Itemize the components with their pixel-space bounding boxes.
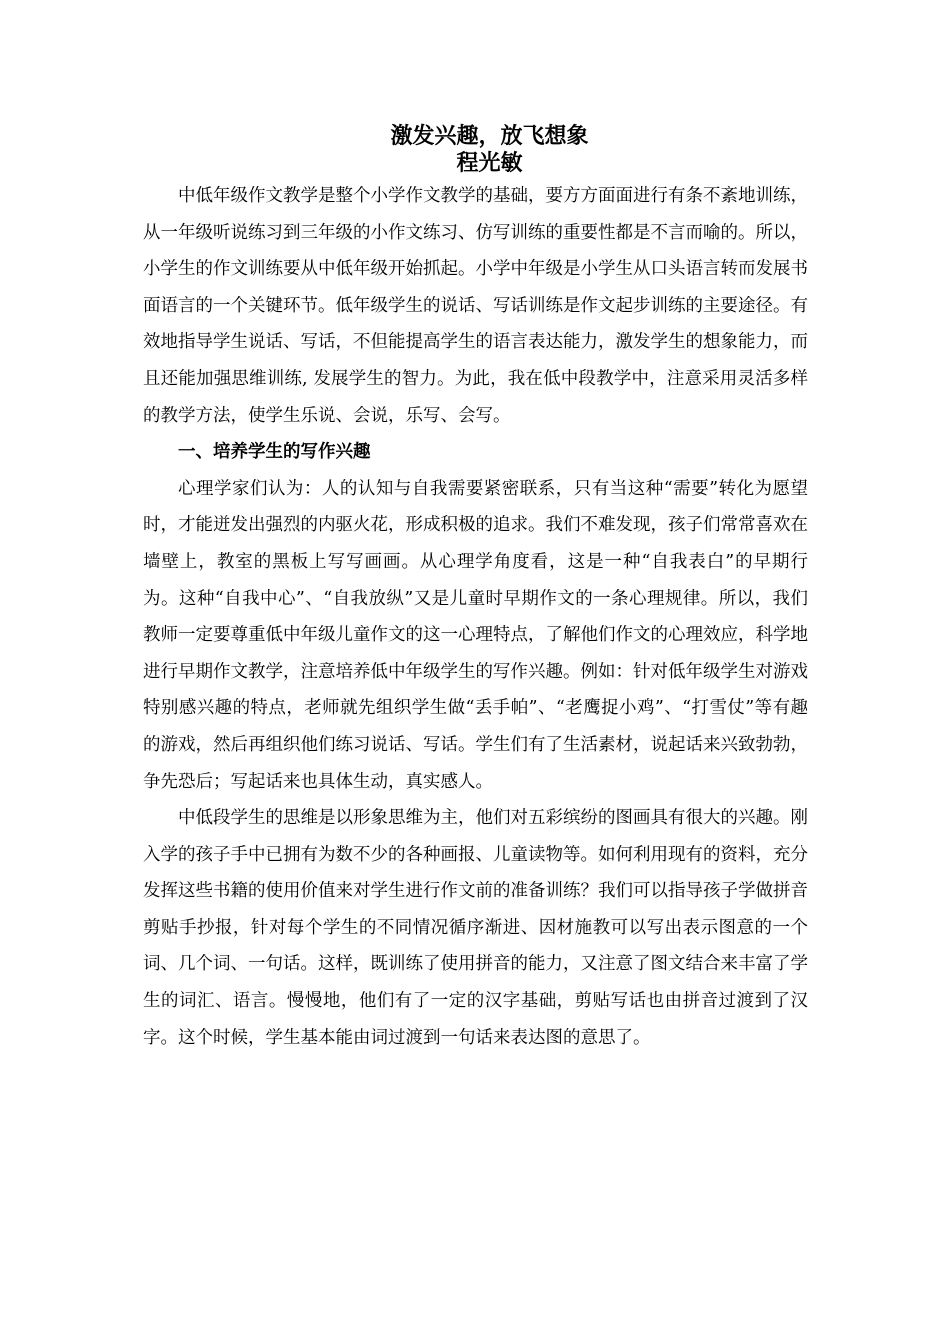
paragraph-imagery: 中低段学生的思维是以形象思维为主，他们对五彩缤纷的图画具有很大的兴趣。刚入学的孩子手中已拥有为数不少的各种画报、儿童读物等。如何利用现有的资料，充分发挥这些书籍的使用价值来对学生进行作文前的准备训练？我们可以指导孩子学做拼音剪贴手抄报，针对每个学生的不同情况循序渐进、因材施教可以写出表示图意的一个词、几个词、一句话。这样，既训练了使用拼音的能力，又注意了图文结合来丰富了学生的词汇、语言。慢慢地，他们有了一定的汉字基础，剪贴写话也由拼音过渡到了汉字。这个时候，学生基本能由词过渡到一句话来表达图的意思了。 — [143, 808, 808, 1048]
paragraph-intro: 中低年级作文教学是整个小学作文教学的基础，要方方面面进行有条不紊地训练，从一年级听说练习到三年级的小作文练习、仿写训练的重要性都是不言而喻的。所以，小学生的作文训练要从中低年级开始抓起。小学中年级是小学生从口头语言转而发展书面语言的一个关键环节。低年级学生的说话、写话训练是作文起步训练的主要途径。有效地指导学生说话、写话，不但能提高学生的语言表达能力，激发学生的想象能力，而且还能加强思维训练, 发展学生的智力。为此，我在低中段教学中，注意采用灵活多样的教学方法，使学生乐说、会说，乐写、会写。 — [143, 186, 808, 426]
section-heading: 一、培养学生的写作兴趣 — [178, 442, 371, 463]
document-title: 激发兴趣，放飞想象 — [390, 123, 589, 149]
document-author: 程光敏 — [456, 150, 523, 176]
document-page — [143, 122, 808, 1056]
paragraph-psychology: 心理学家们认为：人的认知与自我需要紧密联系，只有当这种“需要”转化为愿望时，才能迸发出强烈的内驱火花，形成积极的追求。我们不难发现，孩子们常常喜欢在墙壁上，教室的黑板上写写画画。从心理学角度看，这是一种“自我表白”的早期行为。这种“自我中心”、“自我放纵”又是儿童时早期作文的一条心理规律。所以，我们教师一定要尊重低中年级儿童作文的这一心理特点，了解他们作文的心理效应，科学地进行早期作文教学，注意培养低中年级学生的写作兴趣。例如：针对低年级学生对游戏特别感兴趣的特点，老师就先组织学生做“丢手帕”、“老鹰捉小鸡”、“打雪仗”等有趣的游戏，然后再组织他们练习说话、写话。学生们有了生活素材，说起话来兴致勃勃，争先恐后；写起话来也具体生动，真实感人。 — [143, 478, 808, 792]
